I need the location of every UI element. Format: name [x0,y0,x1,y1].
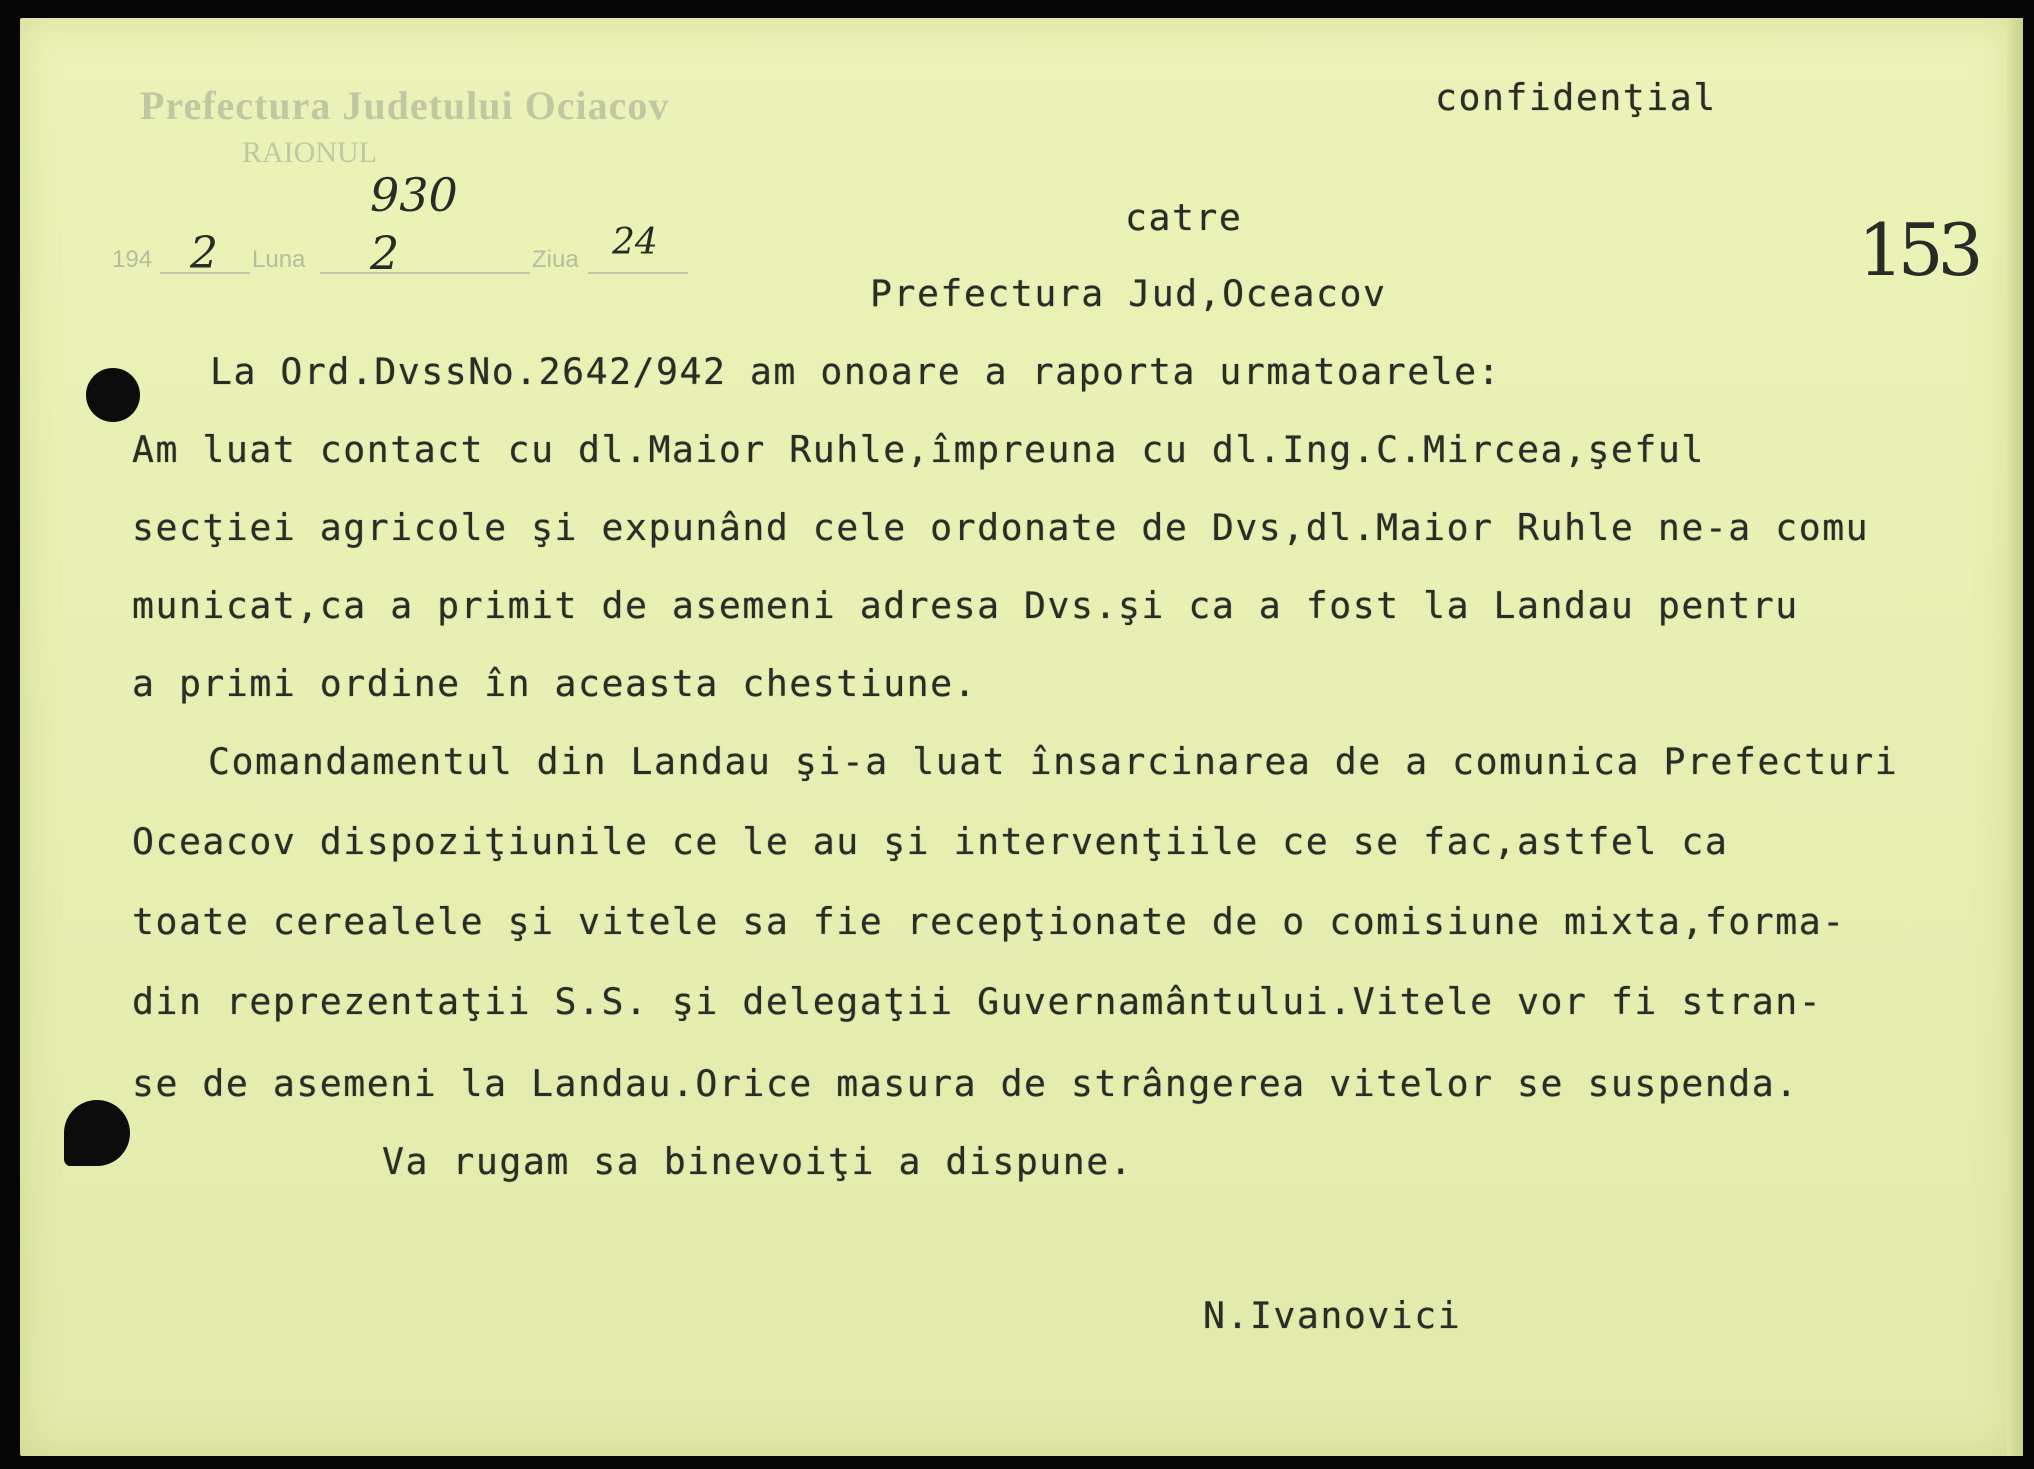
document-page [20,18,2015,1456]
addressee-recipient: Prefectura Jud,Oceacov [870,272,1387,315]
body-line: Comandamentul din Landau şi-a luat însarcinarea de a comunica Prefecturi [208,740,1899,783]
letterhead-raion: RAIONUL [242,136,377,169]
body-line: toate cerealele şi vitele sa fie recepţionate de o comisiune mixta,forma- [132,900,1846,943]
date-label-month: Luna [252,246,306,273]
handwritten-registry-number: 930 [370,168,458,222]
body-line: secţiei agricole şi expunând cele ordonate de Dvs,dl.Maior Ruhle ne-a comu [132,506,1870,549]
punch-hole-bottom [64,1100,130,1166]
addressee-to: catre [1125,196,1243,239]
classification-label: confidenţial [1435,76,1717,119]
date-label-day: Ziua [532,246,579,273]
body-line: Oceacov dispoziţiunile ce le au şi intervenţiile ce se fac,astfel ca [132,820,1729,863]
handwritten-page-number: 153 [1858,208,1978,292]
body-line: a primi ordine în aceasta chestiune. [132,662,978,705]
date-line-day [588,272,688,274]
punch-hole-top [86,368,140,422]
body-line: din reprezentaţii S.S. şi delegaţii Guvernamântului.Vitele vor fi stran- [132,980,1823,1023]
body-line: se de asemeni la Landau.Orice masura de strângerea vitelor se suspenda. [132,1062,1799,1105]
date-label-year: 194 [112,246,153,273]
body-line: La Ord.DvssNo.2642/942 am onoare a raporta urmatoarele: [210,350,1502,393]
date-line-month [320,272,530,274]
body-line: Am luat contact cu dl.Maior Ruhle,împreuna cu dl.Ing.C.Mircea,şeful [132,428,1705,471]
handwritten-day: 24 [612,222,658,263]
handwritten-month: 2 [370,226,400,280]
closing-line: Va rugam sa binevoiţi a dispune. [382,1140,1134,1183]
signature: N.Ivanovici [1203,1294,1462,1337]
handwritten-year: 2 [190,228,218,279]
letterhead-title: Prefectura Judetului Ociacov [140,83,670,128]
body-line: municat,ca a primit de asemeni adresa Dvs.şi ca a fost la Landau pentru [132,584,1799,627]
